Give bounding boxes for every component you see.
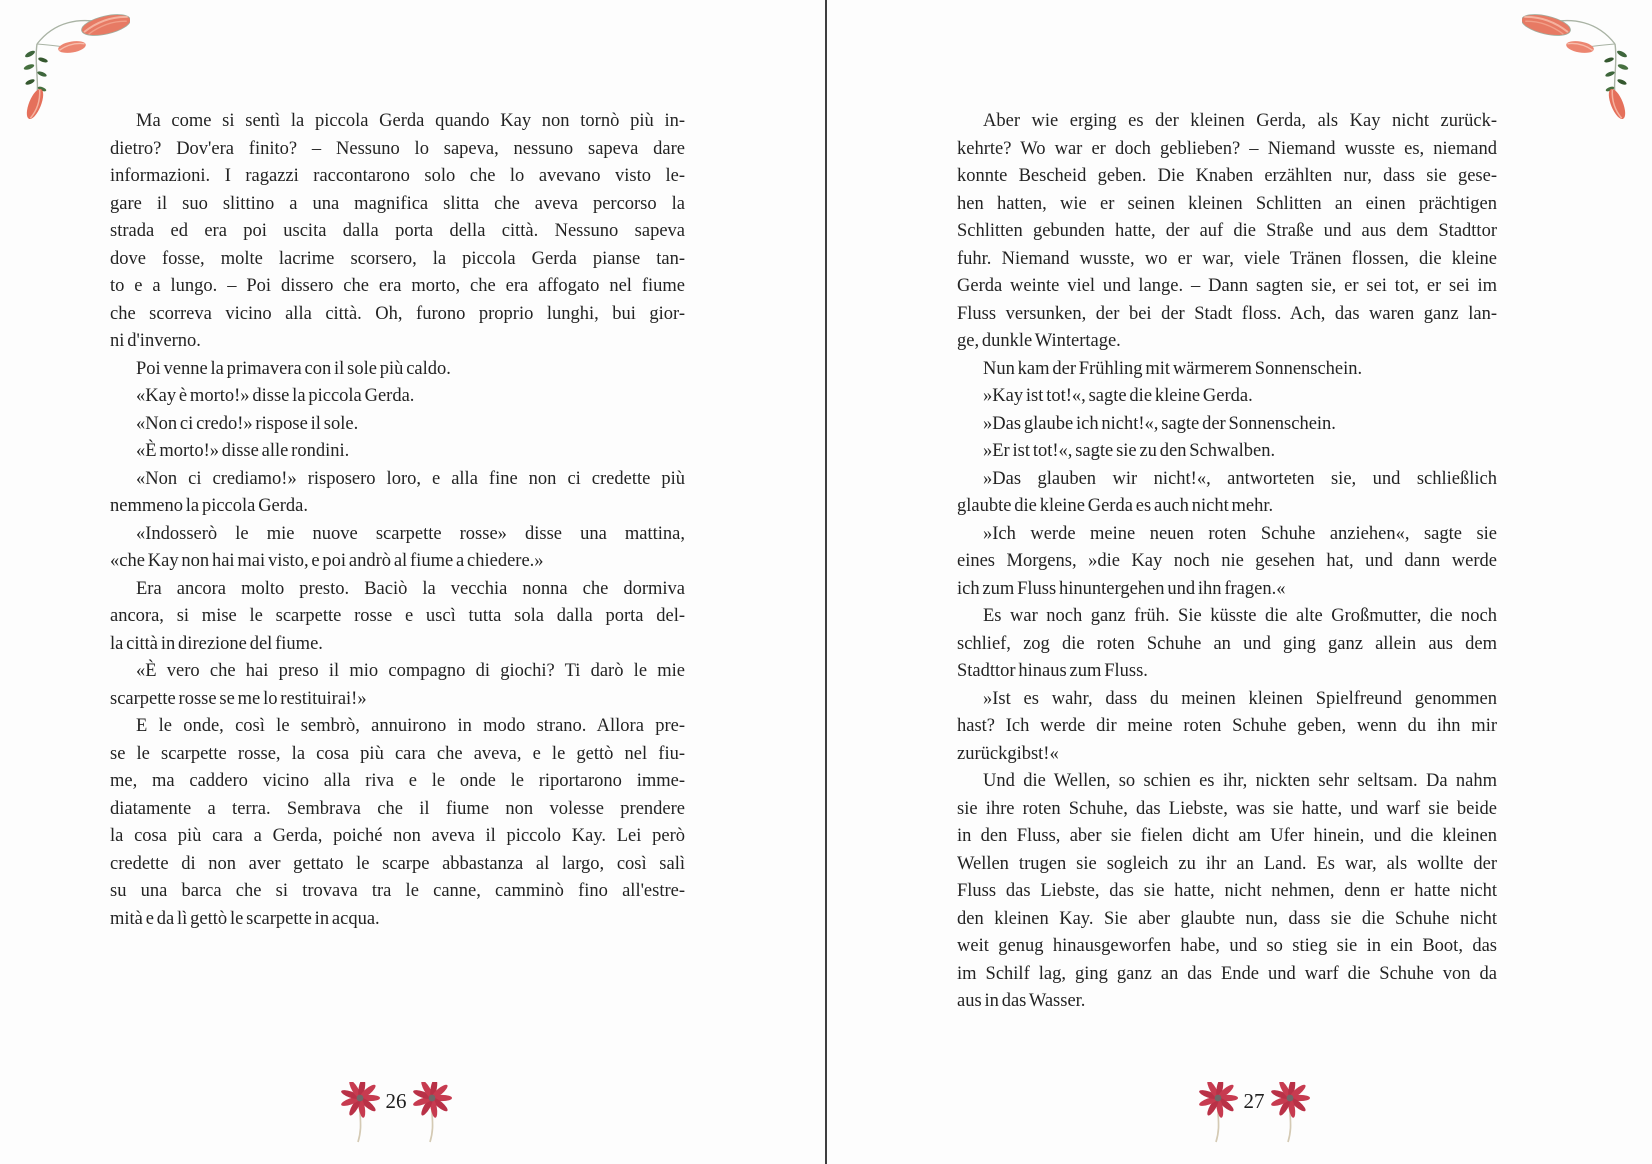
text-line: zurückgibst!« bbox=[957, 743, 1059, 764]
text-line: «Kay è morto!» disse la piccola Gerda. bbox=[136, 386, 415, 406]
text-line: »Das glaube ich nicht!«, sagte der Sonnenschein. bbox=[983, 413, 1336, 434]
red-daisy-icon bbox=[1270, 1082, 1310, 1146]
text-line: den kleinen Kay. Sie aber glaubte nun, dass sie die Schuhe nicht bbox=[957, 908, 1497, 929]
text-line: »Kay ist tot!«, sagte die kleine Gerda. bbox=[983, 386, 1253, 406]
text-line: «È vero che hai preso il mio compagno di giochi? Ti darò le mie bbox=[136, 661, 685, 681]
text-line: »Das glauben wir nicht!«, antworteten sie, und schließlich bbox=[983, 468, 1497, 489]
right-page-text bbox=[957, 108, 1497, 1016]
text-line: diatamente a terra. Sembrava che il fiume non volesse prendere bbox=[110, 798, 685, 819]
text-line: eines Morgens, »die Kay noch nie gesehen hat, und dann werde bbox=[957, 551, 1497, 571]
text-line: la città in direzione del fiume. bbox=[110, 633, 323, 654]
text-line: hast? Ich werde dir meine roten Schuhe geben, wenn du ihn mir bbox=[957, 716, 1497, 736]
text-line: Wellen trugen sie sogleich zu ihr an Land. Es war, als wollte der bbox=[957, 853, 1497, 874]
text-line: to e a lungo. – Poi dissero che era morto, che era affogato nel fiume bbox=[110, 276, 685, 296]
text-line: «Indosserò le mie nuove scarpette rosse» disse una mattina, bbox=[136, 523, 685, 544]
page-gutter-divider bbox=[825, 0, 827, 1164]
text-line: se le scarpette rosse, la cosa più cara che aveva, e le gettò nel fiu- bbox=[110, 743, 685, 764]
text-line: nemmeno la piccola Gerda. bbox=[110, 496, 309, 516]
text-line: sie ihre roten Schuhe, das Liebste, was sie hatte, und warf sie beide bbox=[957, 798, 1497, 819]
text-line: strada ed era poi uscita dalla porta della città. Nessuno sapeva bbox=[110, 221, 685, 241]
text-line: dietro? Dov'era finito? – Nessuno lo sapeva, nessuno sapeva dare bbox=[110, 138, 685, 159]
text-line: Stadttor hinaus zum Fluss. bbox=[957, 661, 1148, 681]
text-line: Schlitten gebunden hatte, der auf die Straße und aus dem Stadttor bbox=[957, 221, 1497, 241]
floral-branch-ornament-icon bbox=[8, 4, 130, 124]
floral-branch-ornament-icon bbox=[1522, 4, 1644, 124]
page-number-left: 26 bbox=[385, 1089, 407, 1113]
text-line: Und die Wellen, so schien es ihr, nickten sehr seltsam. Da nahm bbox=[983, 771, 1497, 791]
text-line: glaubte die kleine Gerda es auch nicht mehr. bbox=[957, 496, 1274, 516]
text-line: informazioni. I ragazzi raccontarono solo che lo avevano visto le- bbox=[110, 166, 685, 186]
text-line: gare il suo slittino a una magnifica slitta che aveva percorso la bbox=[110, 193, 685, 214]
text-line: Fluss das Liebste, das sie hatte, nicht nehmen, denn er hatte nicht bbox=[957, 881, 1497, 901]
text-line: mità e da lì gettò le scarpette in acqua. bbox=[110, 908, 380, 929]
text-line: Fluss versunken, der bei der Stadt floss. Ach, das waren ganz lan- bbox=[957, 303, 1497, 324]
text-line: Es war noch ganz früh. Sie küsste die alte Großmutter, die noch bbox=[983, 606, 1497, 626]
text-line: me, ma caddero vicino alla riva e le onde le riportarono imme- bbox=[110, 771, 685, 791]
left-page-text bbox=[110, 108, 685, 933]
text-line: schlief, zog die roten Schuhe an und ging ganz allein aus dem bbox=[957, 633, 1497, 654]
text-line: »Er ist tot!«, sagte sie zu den Schwalben. bbox=[983, 441, 1276, 461]
text-line: hen hatten, wie er seinen kleinen Schlitten an einen prächtigen bbox=[957, 193, 1497, 214]
text-line: ni d'inverno. bbox=[110, 331, 201, 351]
text-line: «È morto!» disse alle rondini. bbox=[136, 441, 350, 461]
text-line: Era ancora molto presto. Baciò la vecchia nonna che dormiva bbox=[136, 578, 685, 599]
text-line: credette di non aver gettato le scarpe abbastanza al largo, così salì bbox=[110, 853, 685, 874]
text-line: kehrte? Wo war er doch geblieben? – Niemand wusste es, niemand bbox=[957, 138, 1497, 159]
text-line: aus in das Wasser. bbox=[957, 991, 1086, 1011]
red-daisy-icon bbox=[412, 1082, 452, 1146]
text-line: weit genug hinausgeworfen habe, und so stieg sie in ein Boot, das bbox=[957, 936, 1497, 956]
text-line: dove fosse, molte lacrime scorsero, la piccola Gerda pianse tan- bbox=[110, 248, 685, 269]
text-line: »Ist es wahr, dass du meinen kleinen Spielfreund genommen bbox=[983, 688, 1497, 709]
text-line: Ma come si sentì la piccola Gerda quando Kay non tornò più in- bbox=[136, 111, 685, 131]
text-line: »Ich werde meine neuen roten Schuhe anziehen«, sagte sie bbox=[983, 523, 1497, 544]
text-line: la cosa più cara a Gerda, poiché non aveva il piccolo Kay. Lei però bbox=[110, 826, 685, 846]
text-line: in den Fluss, aber sie fielen dicht am Ufer hinein, und die kleinen bbox=[957, 826, 1497, 846]
text-line: Nun kam der Frühling mit wärmerem Sonnenschein. bbox=[983, 358, 1363, 379]
text-line: «che Kay non hai mai visto, e poi andrò al fiume a chiedere.» bbox=[110, 551, 544, 571]
text-line: konnte Bescheid geben. Die Knaben erzählten nur, dass sie gese- bbox=[957, 166, 1497, 186]
text-line: ich zum Fluss hinuntergehen und ihn fragen.« bbox=[957, 578, 1286, 599]
text-line: ge, dunkle Wintertage. bbox=[957, 331, 1121, 351]
text-line: scarpette rosse se me lo restituirai!» bbox=[110, 688, 367, 709]
text-line: Poi venne la primavera con il sole più caldo. bbox=[136, 358, 451, 379]
text-line: «Non ci crediamo!» risposero loro, e alla fine non ci credette più bbox=[136, 468, 685, 489]
text-line: E le onde, così le sembrò, annuirono in modo strano. Allora pre- bbox=[136, 716, 685, 736]
text-line: «Non ci credo!» rispose il sole. bbox=[136, 413, 359, 434]
text-line: fuhr. Niemand wusste, wo er war, viele Tränen flossen, die kleine bbox=[957, 248, 1497, 269]
page-number-right: 27 bbox=[1243, 1089, 1265, 1113]
text-line: che scorreva vicino alla città. Oh, furono proprio lunghi, bui gior- bbox=[110, 303, 685, 324]
text-line: im Schilf lag, ging ganz an das Ende und warf die Schuhe von da bbox=[957, 963, 1497, 984]
text-line: Gerda weinte viel und lange. – Dann sagten sie, er sei tot, er sei im bbox=[957, 276, 1497, 296]
text-line: Aber wie erging es der kleinen Gerda, als Kay nicht zurück- bbox=[983, 111, 1497, 131]
text-line: ancora, si mise le scarpette rosse e uscì tutta sola dalla porta del- bbox=[110, 606, 685, 626]
text-line: su una barca che si trovava tra le canne, camminò fino all'estre- bbox=[110, 881, 685, 901]
